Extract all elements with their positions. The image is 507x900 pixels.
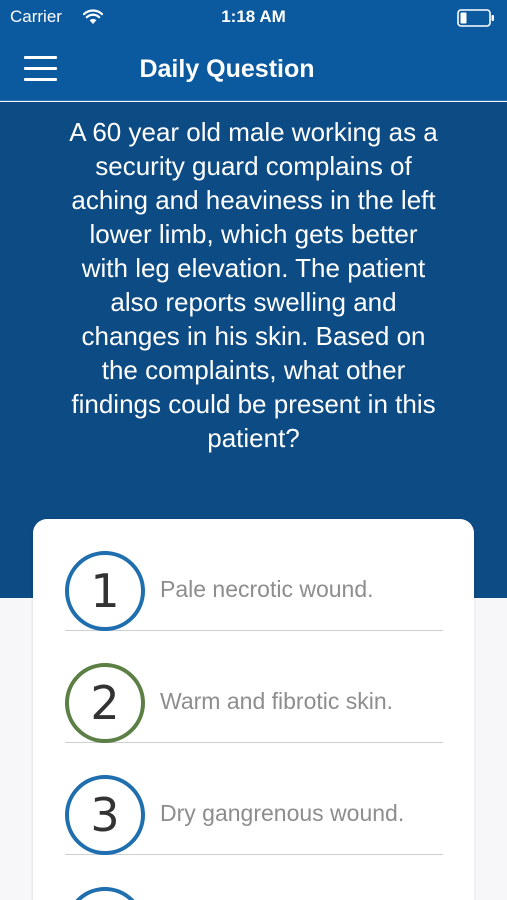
- answer-option-4[interactable]: [65, 855, 443, 900]
- question-text: A 60 year old male working as a security guard complains of aching and heaviness in the left lower limb, which gets better with leg elevation. The patient also reports swelling and changes in his skin. Based on the complaints, what other findings could be present in this patient?: [69, 117, 438, 453]
- answer-option-1[interactable]: [65, 519, 443, 631]
- battery-icon: [457, 9, 495, 27]
- answer-number-badge: 2: [65, 663, 145, 743]
- answer-option-3[interactable]: [65, 743, 443, 855]
- answer-text: Dry gangrenous wound.: [160, 800, 405, 826]
- answer-number-badge: 3: [65, 775, 145, 855]
- answers-card: [33, 519, 474, 900]
- carrier-label: Carrier: [10, 7, 62, 26]
- answer-number-badge: [65, 887, 145, 900]
- page-title: Daily Question: [139, 55, 315, 83]
- answer-number-badge: 1: [65, 551, 145, 631]
- answer-text: Pale necrotic wound.: [160, 576, 374, 602]
- answer-option-2[interactable]: [65, 631, 443, 743]
- answer-text: Warm and fibrotic skin.: [160, 688, 394, 714]
- navigation-bar: [0, 36, 507, 101]
- status-time: 1:18 AM: [221, 7, 286, 26]
- status-bar: [0, 0, 507, 36]
